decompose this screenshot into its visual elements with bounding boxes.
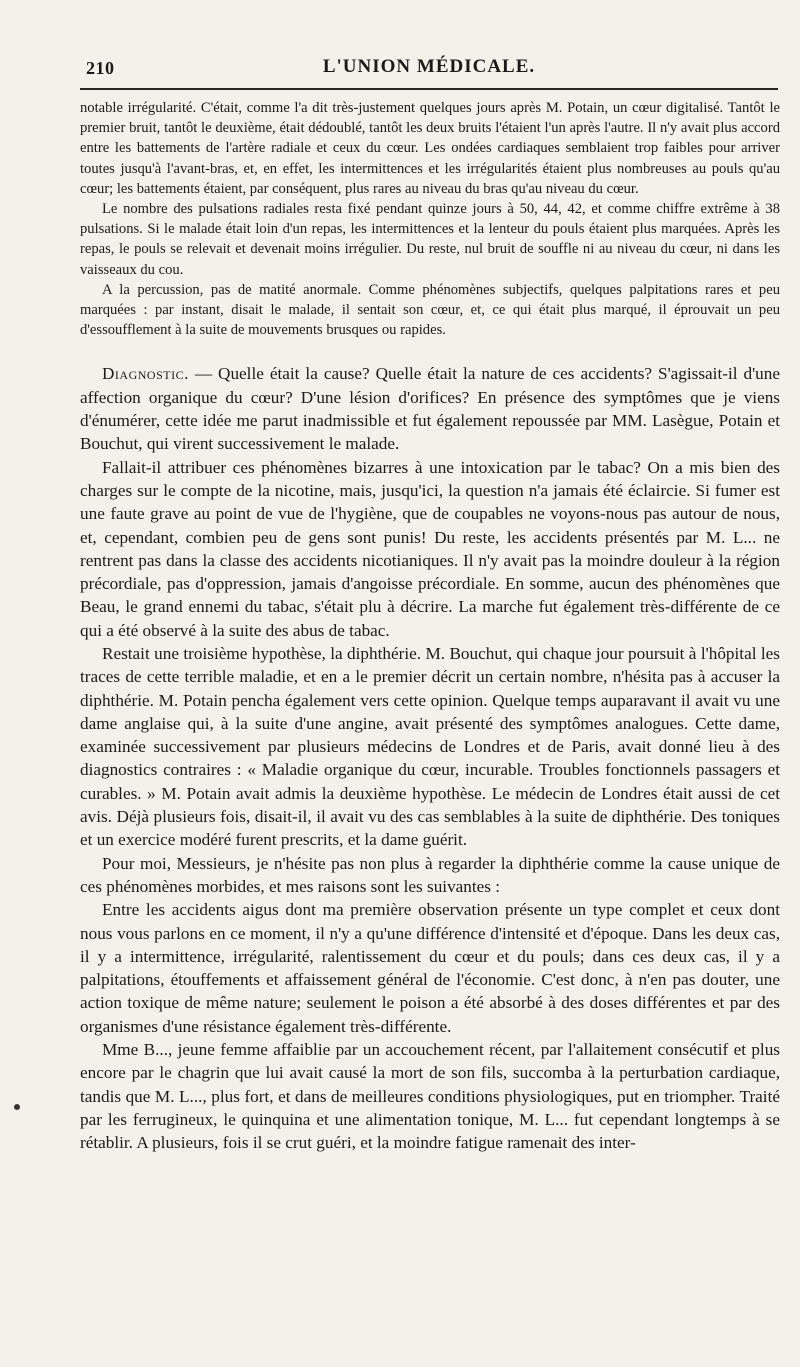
paragraph-diagnostic <box>80 362 780 455</box>
paragraph: Pour moi, Messieurs, je n'hésite pas non plus à regarder la diphthérie comme la cause unique de ces phénomènes morbides, et mes raisons sont les suivantes : <box>80 853 780 896</box>
paragraph: Le nombre des pulsations radiales resta fixé pendant quinze jours à 50, 44, 42, et comme chiffre extrême à 38 pulsations. Si le malade était loin d'un repas, les intermittences et la lenteur du pouls étaient plus marquées. Après les repas, le pouls se relevait et devenait moins irrégulier. Du reste, nul bruit de souffle ni au niveau du cœur, ni dans les vaisseaux du cou. <box>80 201 780 278</box>
paragraph: Fallait-il attribuer ces phénomènes bizarres à une intoxication par le tabac? On a mis bien des charges sur le compte de la nicotine, mais, jusqu'ici, la question n'a jamais été éclaircie. Si fumer est une faute grave au point de vue de l'hygiène, que de coupables ne voyons-nous pas autour de nous, et, cependant, combien peu de gens sont punis! Du reste, les accidents présentés par M. L... ne rentrent pas dans la classe des accidents nicotianiques. Il n'y avait pas la moindre douleur à la région précordiale, pas d'oppression, jamais d'angoisse précordiale. En somme, aucun des phénomènes que Beau, le grand ennemi du tabac, s'était plu à décrire. La marche fut également très-différente de ce qui a été observé à la suite des abus de tabac. <box>80 457 780 640</box>
margin-mark <box>14 1104 20 1110</box>
paragraph-text: — Quelle était la cause? Quelle était la nature de ces accidents? S'agissait-il d'une affection organique du cœur? D'une lésion d'orifices? En présence des symptômes que je viens d'énumérer, cette idée me parut inadmissible et fut également repoussée par MM. Lasègue, Potain et Bouchut, qui virent successivement le malade. <box>80 364 781 454</box>
paragraph: Mme B..., jeune femme affaiblie par un accouchement récent, par l'allaitement consécutif et plus encore par le chagrin que lui avait causé la mort de son fils, succomba à la perturbation cardiaque, tandis que M. L..., plus fort, et dans de meilleures conditions physiologiques, put en triompher. Traité par les ferrugineux, le quinquina et une alimentation tonique, M. L... fut cependant longtemps à se rétablir. A plusieurs, fois il se crut guéri, et la moindre fatigue ramenait des inter- <box>80 1040 780 1153</box>
paragraph: Entre les accidents aigus dont ma première observation présente un type complet et ceux dont nous vous parlons en ce moment, il n'y a qu'une différence d'intensité et d'époque. Dans les deux cas, il y a intermittence, irrégularité, ralentissement du cœur et du pouls; dans ces deux cas, il y a palpitations, étouffements et affaissement général de l'économie. C'est donc, à n'en pas douter, une action toxique de même nature; seulement le poison a été absorbé à des doses différentes et par des organismes d'une résistance également très-différente. <box>80 900 780 1036</box>
paragraph: notable irrégularité. C'était, comme l'a dit très-justement quelques jours après M. Potain, un cœur digitalisé. Tantôt le premier bruit, tantôt le deuxième, était dédoublé, tantôt les deux bruits l'étaient l'un après l'autre. Il n'y avait plus accord entre les battements de l'artère radiale et ceux du cœur. Les ondées cardiaques semblaient trop faibles pour arriver toutes jusqu'à l'avant-bras, et, en effet, les intermittences et les irrégularités étaient plus nombreuses au pouls qu'au cœur; les battements étaient, par conséquent, plus rares au niveau du bras qu'au niveau du cœur. <box>80 100 780 197</box>
paragraph: A la percussion, pas de matité anormale. Comme phénomènes subjectifs, quelques palpitations rares et peu marquées : par instant, disait le malade, il sentait son cœur, et, ce qui était plus marqué, il éprouvait un peu d'essoufflement à la suite de mouvements brusques ou rapides. <box>80 281 780 339</box>
running-title: L'UNION MÉDICALE. <box>322 56 536 77</box>
section-heading: Diagnostic. <box>102 364 189 384</box>
page-header <box>80 52 778 90</box>
article-body <box>80 98 780 1155</box>
section-gap <box>80 340 780 362</box>
page-number: 210 <box>86 58 115 78</box>
paragraph: Restait une troisième hypothèse, la diphthérie. M. Bouchut, qui chaque jour poursuit à l'hôpital les traces de cette terrible maladie, et en a le premier décrit un certain nombre, n'hésita pas à accuser la diphthérie. M. Potain pencha également vers cette opinion. Quelque temps auparavant il avait vu une dame anglaise qui, à la suite d'une angine, avait présenté des symptômes analogues. Cette dame, examinée successivement par plusieurs médecins de Londres et de Paris, avait donné lieu à des diagnostics contraires : « Maladie organique du cœur, incurable. Troubles fonctionnels passagers et curables. » M. Potain avait admis la deuxième hypothèse. Le médecin de Londres était aussi de cet avis. Déjà plusieurs fois, disait-il, il avait vu des cas semblables à la suite de diphthérie. Des toniques et un exercice modéré furent prescrits, et la dame guérit. <box>80 644 780 850</box>
